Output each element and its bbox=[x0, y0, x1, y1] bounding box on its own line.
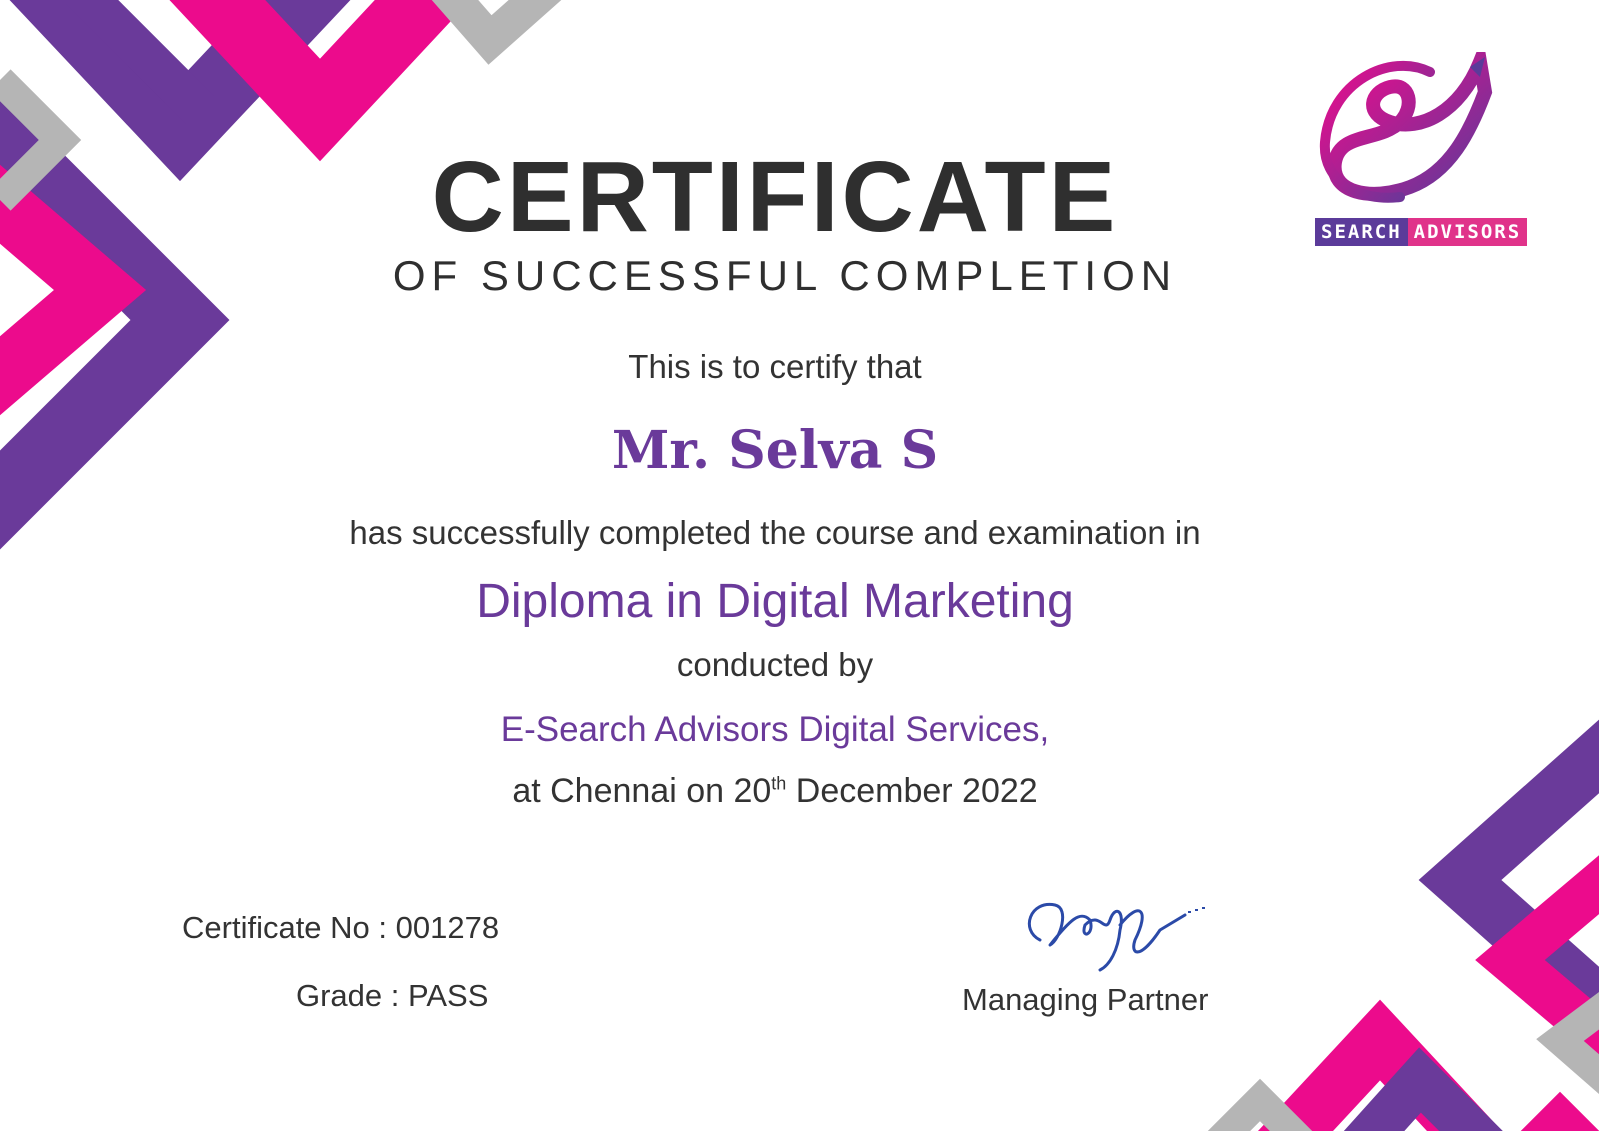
signature bbox=[1010, 880, 1210, 980]
course-name: Diploma in Digital Marketing bbox=[476, 575, 1074, 628]
signatory-title: Managing Partner bbox=[962, 982, 1209, 1017]
organization-name: E-Search Advisors Digital Services, bbox=[500, 710, 1050, 749]
date-rest: December 2022 bbox=[786, 772, 1038, 810]
logo-word-advisors: ADVISORS bbox=[1408, 218, 1528, 246]
certificate-title: CERTIFICATE bbox=[431, 141, 1119, 253]
date-ordinal-suffix: th bbox=[771, 773, 787, 794]
conducted-by-label: conducted by bbox=[676, 646, 874, 683]
date-line bbox=[0, 772, 1550, 811]
grade: Grade : PASS bbox=[296, 978, 489, 1013]
logo-word-search: SEARCH bbox=[1315, 218, 1408, 246]
intro-text: This is to certify that bbox=[628, 348, 922, 385]
recipient-name: Mr. Selva S bbox=[611, 420, 939, 481]
completion-statement: has successfully completed the course and examination in bbox=[349, 514, 1201, 551]
date-prefix: at Chennai on 20 bbox=[512, 772, 772, 810]
certificate-subtitle: OF SUCCESSFUL COMPLETION bbox=[392, 252, 1178, 299]
certificate-number: Certificate No : 001278 bbox=[182, 910, 500, 945]
